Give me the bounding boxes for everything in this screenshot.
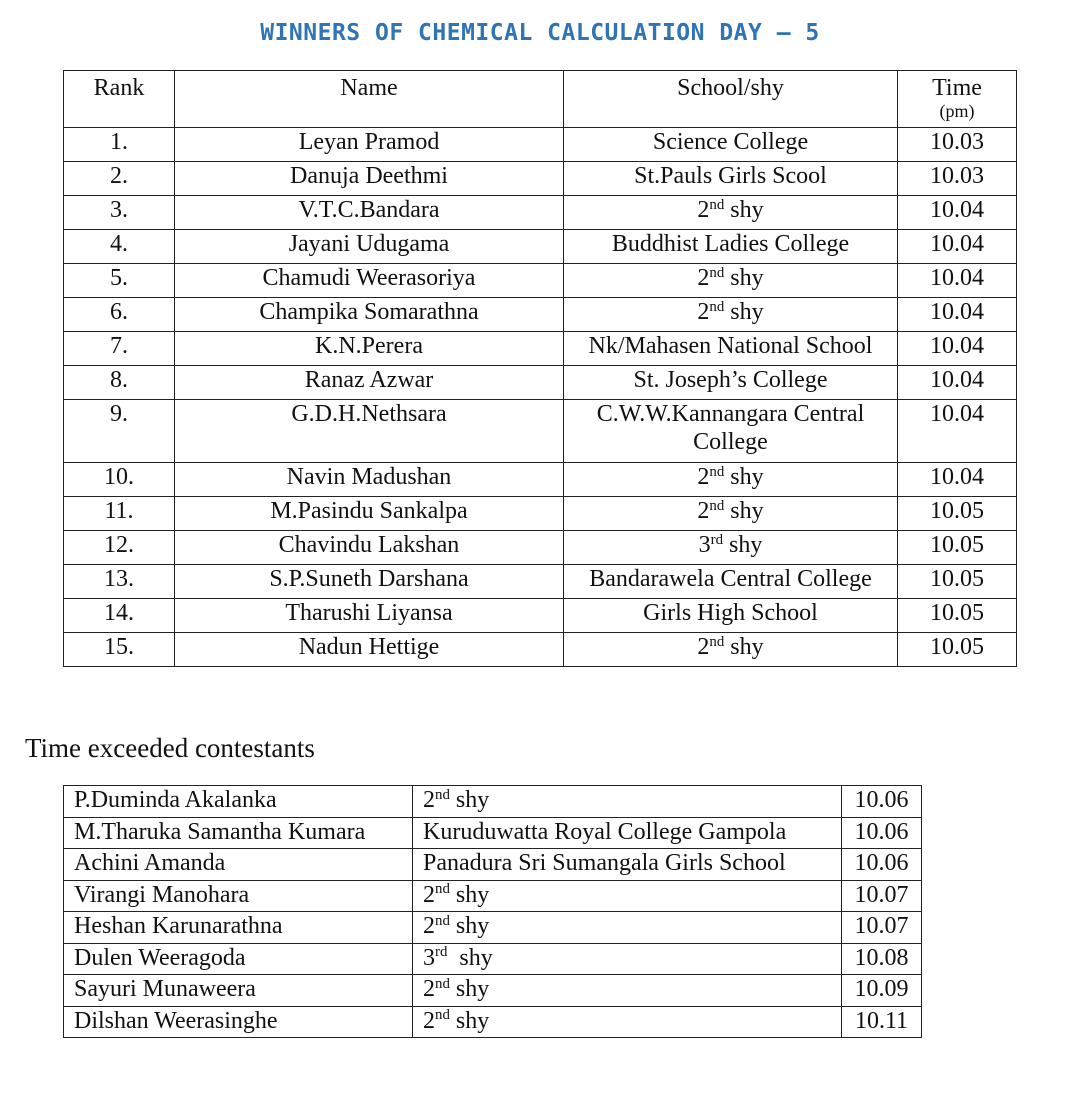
name-cell: Navin Madushan: [175, 463, 564, 497]
ordinal-number: 2: [697, 299, 710, 325]
school-text: Panadura Sri Sumangala Girls School: [423, 850, 786, 876]
time-cell: 10.05: [898, 599, 1017, 633]
table-row: [64, 162, 1017, 196]
time-cell: 10.04: [898, 400, 1017, 463]
name-cell: Sayuri Munaweera: [64, 975, 413, 1007]
time-cell: 10.08: [842, 943, 922, 975]
school-cell: [564, 332, 898, 366]
rank-cell: 15.: [64, 633, 175, 667]
name-cell: Champika Somarathna: [175, 298, 564, 332]
school-cell: [413, 786, 842, 818]
ordinal-suffix: nd: [435, 1007, 450, 1024]
table-row: [64, 366, 1017, 400]
ordinal-number: 3: [698, 532, 711, 558]
ordinal-suffix: nd: [709, 463, 725, 480]
table-row: [64, 531, 1017, 565]
time-cell: 10.06: [842, 849, 922, 881]
header-time-unit: (pm): [939, 101, 975, 121]
ordinal-suffix: nd: [709, 264, 725, 281]
school-text: shy: [449, 1007, 490, 1034]
rank-cell: 7.: [64, 332, 175, 366]
time-cell: 10.05: [898, 497, 1017, 531]
table-row: [64, 565, 1017, 599]
header-school: School/shy: [564, 71, 898, 128]
school-cell: [413, 912, 842, 944]
ordinal-suffix: nd: [709, 497, 725, 514]
rank-cell: 12.: [64, 531, 175, 565]
time-cell: 10.04: [898, 366, 1017, 400]
name-cell: Dilshan Weerasinghe: [64, 1006, 413, 1038]
school-cell: [564, 128, 898, 162]
school-cell: [564, 633, 898, 667]
table-row: [64, 975, 922, 1007]
rank-cell: 14.: [64, 599, 175, 633]
rank-cell: 10.: [64, 463, 175, 497]
rank-cell: 6.: [64, 298, 175, 332]
time-cell: 10.04: [898, 298, 1017, 332]
ordinal-number: 2: [697, 498, 710, 524]
ordinal-suffix: nd: [435, 975, 450, 992]
table-row: [64, 128, 1017, 162]
school-cell: [564, 264, 898, 298]
time-cell: 10.04: [898, 463, 1017, 497]
school-text: Bandarawela Central College: [589, 566, 872, 592]
table-header-row: [64, 71, 1017, 128]
table-row: [64, 264, 1017, 298]
school-cell: [564, 599, 898, 633]
school-text: shy: [449, 913, 490, 939]
ordinal-number: 2: [423, 881, 435, 908]
school-text: shy: [449, 787, 490, 813]
school-text: shy: [723, 532, 763, 558]
time-cell: 10.03: [898, 128, 1017, 162]
school-cell: [564, 366, 898, 400]
rank-cell: 4.: [64, 230, 175, 264]
school-text: St.Pauls Girls Scool: [634, 163, 827, 189]
school-text: shy: [724, 265, 764, 291]
winners-table: [63, 70, 1017, 667]
name-cell: V.T.C.Bandara: [175, 196, 564, 230]
school-text: Buddhist Ladies College: [611, 231, 850, 257]
ordinal-suffix: nd: [435, 912, 450, 929]
table-row: [64, 196, 1017, 230]
table-row: [64, 633, 1017, 667]
table-row: [64, 817, 922, 849]
school-text: Kuruduwatta Royal College Gampola: [423, 818, 787, 845]
name-cell: Tharushi Liyansa: [175, 599, 564, 633]
school-cell: [413, 849, 842, 881]
winners-body: [64, 128, 1017, 667]
school-text: shy: [724, 464, 764, 490]
ordinal-suffix: rd: [710, 531, 724, 548]
table-row: [64, 463, 1017, 497]
ordinal-suffix: nd: [435, 881, 450, 898]
school-text: Girls High School: [643, 600, 818, 626]
header-rank: Rank: [64, 71, 175, 128]
school-cell: [564, 463, 898, 497]
name-cell: Chavindu Lakshan: [175, 531, 564, 565]
name-cell: Heshan Karunarathna: [64, 912, 413, 944]
school-cell: [564, 531, 898, 565]
time-cell: 10.05: [898, 531, 1017, 565]
ordinal-number: 2: [697, 265, 710, 291]
table-row: [64, 880, 922, 912]
name-cell: M.Pasindu Sankalpa: [175, 497, 564, 531]
school-text: St. Joseph’s College: [633, 367, 828, 393]
name-cell: Virangi Manohara: [64, 880, 413, 912]
school-cell: [564, 497, 898, 531]
ordinal-number: 2: [423, 976, 435, 1002]
name-cell: M.Tharuka Samantha Kumara: [64, 817, 413, 849]
school-cell: [564, 230, 898, 264]
exceeded-title: Time exceeded contestants: [25, 733, 315, 763]
name-cell: Jayani Udugama: [175, 230, 564, 264]
ordinal-suffix: rd: [435, 944, 448, 961]
ordinal-number: 2: [697, 634, 710, 660]
rank-cell: 11.: [64, 497, 175, 531]
header-name: Name: [175, 71, 564, 128]
rank-cell: 3.: [64, 196, 175, 230]
table-row: [64, 400, 1017, 463]
ordinal-suffix: nd: [709, 196, 725, 213]
ordinal-suffix: nd: [435, 786, 450, 803]
school-text: shy: [447, 944, 493, 971]
table-row: [64, 943, 922, 975]
time-cell: 10.05: [898, 565, 1017, 599]
name-cell: G.D.H.Nethsara: [175, 400, 564, 463]
ordinal-number: 2: [697, 464, 710, 490]
school-text: Nk/Mahasen National School: [588, 333, 873, 359]
ordinal-suffix: nd: [709, 633, 725, 650]
ordinal-number: 2: [423, 913, 435, 939]
time-cell: 10.06: [842, 817, 922, 849]
rank-cell: 13.: [64, 565, 175, 599]
name-cell: P.Duminda Akalanka: [64, 786, 413, 818]
school-text: shy: [724, 299, 764, 325]
name-cell: Leyan Pramod: [175, 128, 564, 162]
name-cell: S.P.Suneth Darshana: [175, 565, 564, 599]
school-text: shy: [449, 976, 490, 1002]
time-cell: 10.04: [898, 264, 1017, 298]
exceeded-table: [63, 785, 922, 1038]
name-cell: Nadun Hettige: [175, 633, 564, 667]
table-row: [64, 599, 1017, 633]
school-cell: [564, 400, 898, 463]
name-cell: Ranaz Azwar: [175, 366, 564, 400]
school-text: shy: [724, 634, 764, 660]
ordinal-number: 2: [423, 1007, 435, 1034]
time-cell: 10.03: [898, 162, 1017, 196]
name-cell: Achini Amanda: [64, 849, 413, 881]
name-cell: Danuja Deethmi: [175, 162, 564, 196]
page-title: WINNERS OF CHEMICAL CALCULATION DAY – 5: [260, 20, 820, 46]
ordinal-number: 2: [697, 197, 710, 223]
time-cell: 10.05: [898, 633, 1017, 667]
time-cell: 10.07: [842, 880, 922, 912]
time-cell: 10.11: [842, 1006, 922, 1038]
table-row: [64, 497, 1017, 531]
name-cell: Dulen Weeragoda: [64, 943, 413, 975]
time-cell: 10.04: [898, 196, 1017, 230]
table-row: [64, 786, 922, 818]
time-cell: 10.09: [842, 975, 922, 1007]
school-cell: [564, 565, 898, 599]
time-cell: 10.07: [842, 912, 922, 944]
time-cell: 10.04: [898, 230, 1017, 264]
rank-cell: 8.: [64, 366, 175, 400]
name-cell: Chamudi Weerasoriya: [175, 264, 564, 298]
exceeded-body: [64, 786, 922, 1038]
header-time: [898, 71, 1017, 128]
school-cell: [564, 298, 898, 332]
table-row: [64, 332, 1017, 366]
ordinal-suffix: nd: [709, 298, 725, 315]
time-cell: 10.04: [898, 332, 1017, 366]
ordinal-number: 3: [423, 944, 435, 971]
school-cell: [413, 880, 842, 912]
school-text: C.W.W.Kannangara Central College: [596, 401, 865, 455]
time-cell: 10.06: [842, 786, 922, 818]
table-row: [64, 849, 922, 881]
school-cell: [564, 162, 898, 196]
school-cell: [413, 975, 842, 1007]
rank-cell: 1.: [64, 128, 175, 162]
school-cell: [413, 817, 842, 849]
table-row: [64, 230, 1017, 264]
name-cell: K.N.Perera: [175, 332, 564, 366]
header-time-label: Time: [932, 75, 982, 101]
school-cell: [413, 1006, 842, 1038]
table-row: [64, 1006, 922, 1038]
rank-cell: 2.: [64, 162, 175, 196]
table-row: [64, 298, 1017, 332]
rank-cell: 9.: [64, 400, 175, 463]
school-text: shy: [724, 197, 764, 223]
school-text: Science College: [652, 129, 809, 155]
school-cell: [413, 943, 842, 975]
school-text: shy: [724, 498, 764, 524]
table-row: [64, 912, 922, 944]
rank-cell: 5.: [64, 264, 175, 298]
ordinal-number: 2: [423, 787, 435, 813]
school-cell: [564, 196, 898, 230]
school-text: shy: [449, 881, 490, 908]
